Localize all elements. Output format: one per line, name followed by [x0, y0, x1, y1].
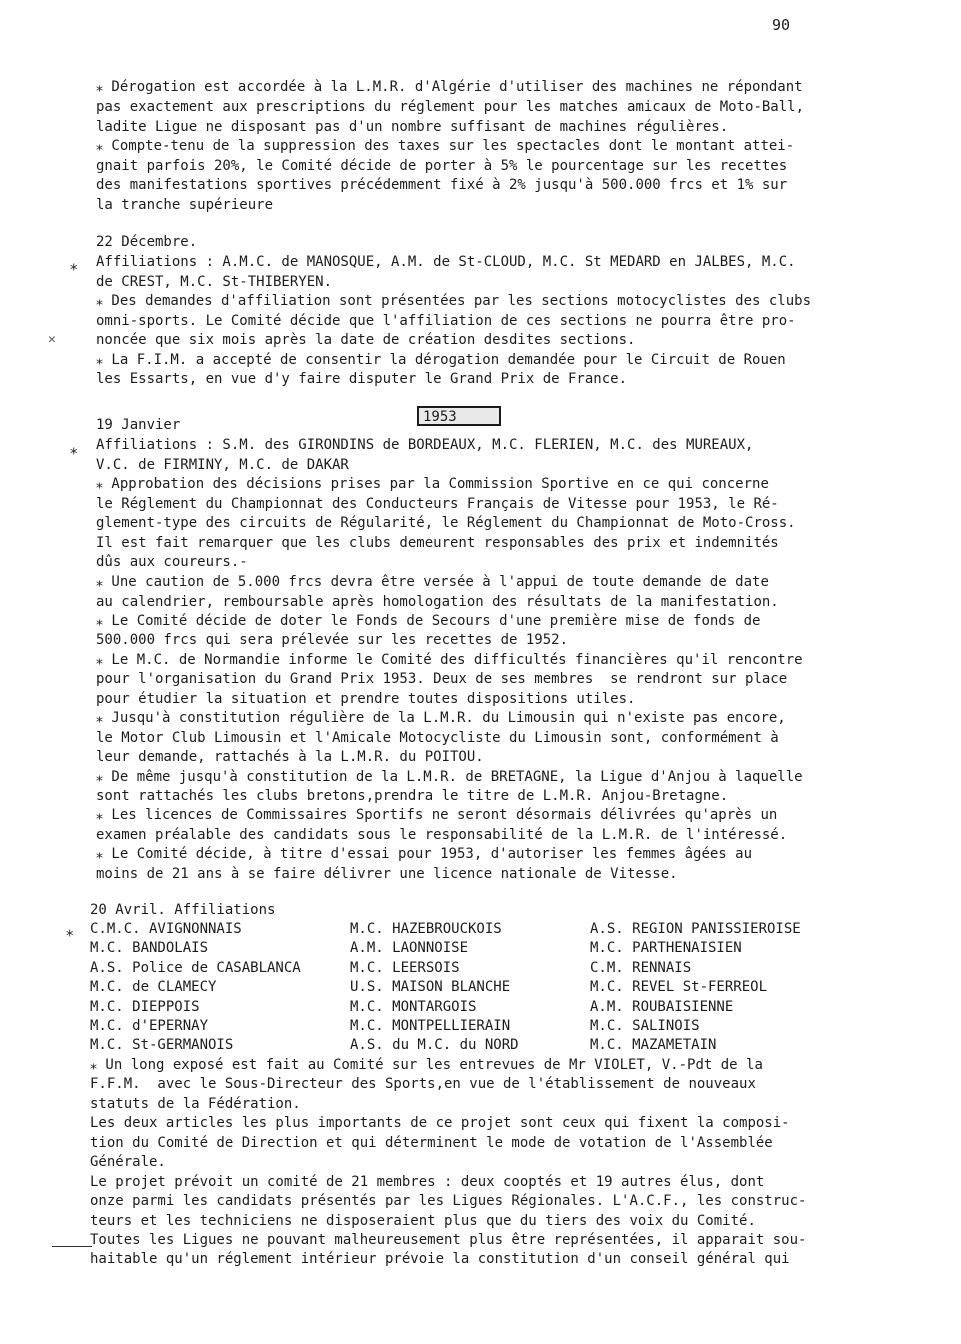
text-line: moins de 21 ans à se faire délivrer une licence nationale de Vitesse.	[96, 866, 678, 882]
text-line: ⁎ Des demandes d'affiliation sont présentées par les sections motocyclistes des clubs	[96, 293, 812, 309]
text-line: teurs et les techniciens ne disposeraient plus que du tiers des voix du Comité.	[90, 1213, 756, 1229]
club-name: A.M. LAONNOISE	[350, 940, 469, 956]
text-line: noncée que six mois après la date de création desdites sections.	[96, 332, 636, 348]
page-number: 90	[772, 16, 791, 34]
text-line: ⁎ Le M.C. de Normandie informe le Comité des difficultés financières qu'il rencontre	[96, 652, 803, 668]
text-line: ⁎ Le Comité décide, à titre d'essai pour 1953, d'autoriser les femmes âgées au	[96, 846, 753, 862]
text-line: pour étudier la situation et prendre toutes dispositions utiles.	[96, 691, 636, 707]
text-line: le Réglement du Championnat des Conducteurs Français de Vitesse pour 1953, le Ré-	[96, 496, 779, 512]
text-line: sont rattachés les clubs bretons,prendra le titre de L.M.R. Anjou-Bretagne.	[96, 788, 729, 804]
text-line: la tranche supérieure	[96, 197, 274, 213]
club-name: M.C. MAZAMETAIN	[590, 1037, 717, 1053]
text-line: ladite Ligue ne disposant pas d'un nombre suffisant de machines régulières.	[96, 119, 729, 135]
text-line: Affiliations : A.M.C. de MANOSQUE, A.M. de St-CLOUD, M.C. St MEDARD en JALBES, M.C.	[96, 254, 796, 270]
text-line: ⁎ Une caution de 5.000 frcs devra être versée à l'appui de toute demande de date	[96, 574, 769, 590]
club-name: A.M. ROUBAISIENNE	[590, 999, 734, 1015]
club-name: U.S. MAISON BLANCHE	[350, 979, 511, 995]
text-line: leur demande, rattachés à la L.M.R. du POITOU.	[96, 749, 484, 765]
text-line: omni-sports. Le Comité décide que l'affiliation de ces sections ne pourra être pro-	[96, 313, 796, 329]
text-line: ⁎ Un long exposé est fait au Comité sur les entrevues de Mr VIOLET, V.-Pdt de la	[90, 1057, 763, 1073]
text-line: tion du Comité de Direction et qui déterminent le mode de votation de l'Assemblée	[90, 1135, 773, 1151]
asterisk-margin-icon: ⁎	[70, 440, 78, 458]
text-line: ⁎ Le Comité décide de doter le Fonds de Secours d'une première mise de fonds de	[96, 613, 761, 629]
text-line: Générale.	[90, 1154, 166, 1170]
text-line: Toutes les Ligues ne pouvant malheureusement plus être représentées, il apparait sou-	[90, 1232, 807, 1248]
margin-pen-stroke	[52, 1246, 92, 1247]
asterisk-margin-icon: ⁎	[70, 256, 78, 274]
club-name: A.S. REGION PANISSIEROISE	[590, 921, 801, 937]
club-name: A.S. Police de CASABLANCA	[90, 960, 301, 976]
text-line: haitable qu'un réglement intérieur prévoie la constitution d'un conseil général qui	[90, 1251, 790, 1267]
text-line: gnait parfois 20%, le Comité décide de porter à 5% le pourcentage sur les recettes	[96, 158, 788, 174]
text-line: ⁎ Les licences de Commissaires Sportifs ne seront désormais délivrées qu'après un	[96, 807, 778, 823]
text-line: ⁎ Dérogation est accordée à la L.M.R. d'Algérie d'utiliser des machines ne répondant	[96, 79, 803, 95]
text-line: onze parmi les candidats présentés par les Ligues Régionales. L'A.C.F., les construc-	[90, 1193, 807, 1209]
text-line: des manifestations sportives précédemment fixé à 2% jusqu'à 500.000 frcs et 1% sur	[96, 177, 788, 193]
text-line: ⁎ Approbation des décisions prises par la Commission Sportive en ce qui concerne	[96, 476, 769, 492]
text-line: 500.000 frcs qui sera prélevée sur les recettes de 1952.	[96, 632, 569, 648]
club-name: M.C. St-GERMANOIS	[90, 1037, 234, 1053]
club-name: A.S. du M.C. du NORD	[350, 1037, 519, 1053]
year-stamp: 1953	[417, 406, 501, 426]
club-name: C.M.C. AVIGNONNAIS	[90, 921, 242, 937]
text-line: statuts de la Fédération.	[90, 1096, 301, 1112]
text-line: Les deux articles les plus importants de ce projet sont ceux qui fixent la composi-	[90, 1115, 790, 1131]
text-line: ⁎ Jusqu'à constitution régulière de la L.M.R. du Limousin qui n'existe pas encore,	[96, 710, 786, 726]
club-name: M.C. BANDOLAIS	[90, 940, 209, 956]
club-name: M.C. de CLAMECY	[90, 979, 217, 995]
club-name: M.C. SALINOIS	[590, 1018, 700, 1034]
club-name: C.M. RENNAIS	[590, 960, 692, 976]
text-line: Le projet prévoit un comité de 21 membres : deux cooptés et 19 autres élus, dont	[90, 1174, 765, 1190]
text-line: de CREST, M.C. St-THIBERYEN.	[96, 274, 333, 290]
text-line: Affiliations : S.M. des GIRONDINS de BORDEAUX, M.C. FLERIEN, M.C. des MUREAUX,	[96, 437, 754, 453]
club-name: M.C. HAZEBROUCKOIS	[350, 921, 502, 937]
text-line: pour l'organisation du Grand Prix 1953. Deux de ses membres se rendront sur place	[96, 671, 788, 687]
date-heading: 20 Avril. Affiliations	[90, 902, 276, 918]
text-line: ⁎ La F.I.M. a accepté de consentir la dérogation demandée pour le Circuit de Rouen	[96, 352, 786, 368]
text-line: les Essarts, en vue d'y faire disputer le Grand Prix de France.	[96, 371, 628, 387]
club-name: M.C. d'EPERNAY	[90, 1018, 209, 1034]
club-name: M.C. DIEPPOIS	[90, 999, 200, 1015]
text-line: le Motor Club Limousin et l'Amicale Motocycliste du Limousin sont, conformément à	[96, 730, 779, 746]
club-name: M.C. MONTARGOIS	[350, 999, 477, 1015]
text-line: V.C. de FIRMINY, M.C. de DAKAR	[96, 457, 349, 473]
date-heading: 22 Décembre.	[96, 234, 198, 250]
text-line: F.F.M. avec le Sous-Directeur des Sports,en vue de l'établissement de nouveaux	[90, 1076, 756, 1092]
club-name: M.C. LEERSOIS	[350, 960, 460, 976]
text-line: glement-type des circuits de Régularité, le Réglement du Championnat de Moto-Cross.	[96, 515, 796, 531]
text-line: ⁎ De même jusqu'à constitution de la L.M.R. de BRETAGNE, la Ligue d'Anjou à laquelle	[96, 769, 803, 785]
text-line: ⁎ Compte-tenu de la suppression des taxes sur les spectacles dont le montant attei-	[96, 138, 795, 154]
text-line: dûs aux coureurs.-	[96, 554, 248, 570]
club-name: M.C. PARTHENAISIEN	[590, 940, 742, 956]
text-line: pas exactement aux prescriptions du réglement pour les matches amicaux de Moto-Ball,	[96, 99, 805, 115]
text-line: examen préalable des candidats sous le responsabilité de la L.M.R. de l'intéressé.	[96, 827, 788, 843]
text-line: au calendrier, remboursable après homologation des résultats de la manifestation.	[96, 594, 779, 610]
club-name: M.C. REVEL St-FERREOL	[590, 979, 768, 995]
club-name: M.C. MONTPELLIERAIN	[350, 1018, 511, 1034]
margin-scribble-icon: ✕	[48, 332, 56, 347]
date-heading: 19 Janvier	[96, 417, 181, 433]
asterisk-margin-icon: ⁎	[66, 922, 74, 940]
text-line: Il est fait remarquer que les clubs demeurent responsables des prix et indemnités	[96, 535, 779, 551]
